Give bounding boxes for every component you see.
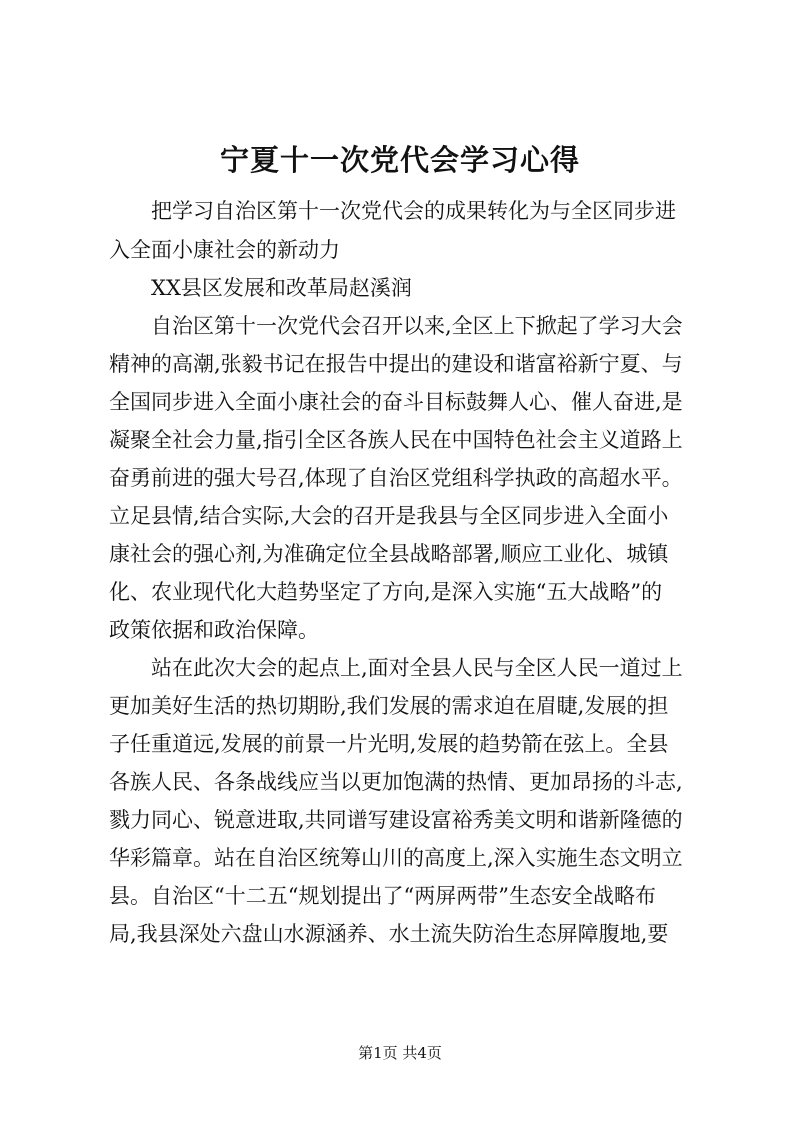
page-footer: 第1页 共4页	[358, 1044, 442, 1062]
text-line: XX县区发展和改革局赵溪润	[151, 276, 412, 300]
text-line: 政策依据和政治保障。	[109, 618, 319, 642]
text-line: 入全面小康社会的新动力	[109, 238, 340, 262]
text-line: 戮力同心、锐意进取,共同谱写建设富裕秀美文明和谐新隆德的	[109, 808, 683, 832]
text-line: 各族人民、各条战线应当以更加饱满的热情、更加昂扬的斗志,	[109, 770, 683, 794]
text-line: 县。自治区“十二五“规划提出了“两屏两带”生态安全战略布	[109, 884, 656, 908]
document-title: 宁夏十一次党代会学习心得	[219, 143, 580, 177]
text-line: 全国同步进入全面小康社会的奋斗目标鼓舞人心、催人奋进,是	[109, 390, 683, 414]
text-line: 华彩篇章。站在自治区统筹山川的高度上,深入实施生态文明立	[109, 846, 683, 870]
text-line: 立足县情,结合实际,大会的召开是我县与全区同步进入全面小	[109, 504, 669, 528]
text-line: 局,我县深处六盘山水源涵养、水土流失防治生态屏障腹地,要	[109, 922, 669, 946]
text-line: 化、农业现代化大趋势坚定了方向,是深入实施“五大战略”的	[109, 580, 663, 604]
text-line: 康社会的强心剂,为准确定位全县战略部署,顺应工业化、城镇	[109, 542, 669, 566]
text-line: 把学习自治区第十一次党代会的成果转化为与全区同步进	[151, 199, 676, 223]
text-line: 奋勇前进的强大号召,体现了自治区党组科学执政的高超水平。	[109, 466, 683, 490]
text-line: 自治区第十一次党代会召开以来,全区上下掀起了学习大会	[151, 314, 683, 338]
text-line: 站在此次大会的起点上,面对全县人民与全区人民一道过上	[151, 656, 683, 680]
text-line: 精神的高潮,张毅书记在报告中提出的建设和谐富裕新宁夏、与	[109, 352, 683, 376]
text-line: 凝聚全社会力量,指引全区各族人民在中国特色社会主义道路上	[109, 428, 683, 452]
text-line: 子任重道远,发展的前景一片光明,发展的趋势箭在弦上。全县	[109, 732, 669, 756]
text-line: 更加美好生活的热切期盼,我们发展的需求迫在眉睫,发展的担	[109, 694, 669, 718]
